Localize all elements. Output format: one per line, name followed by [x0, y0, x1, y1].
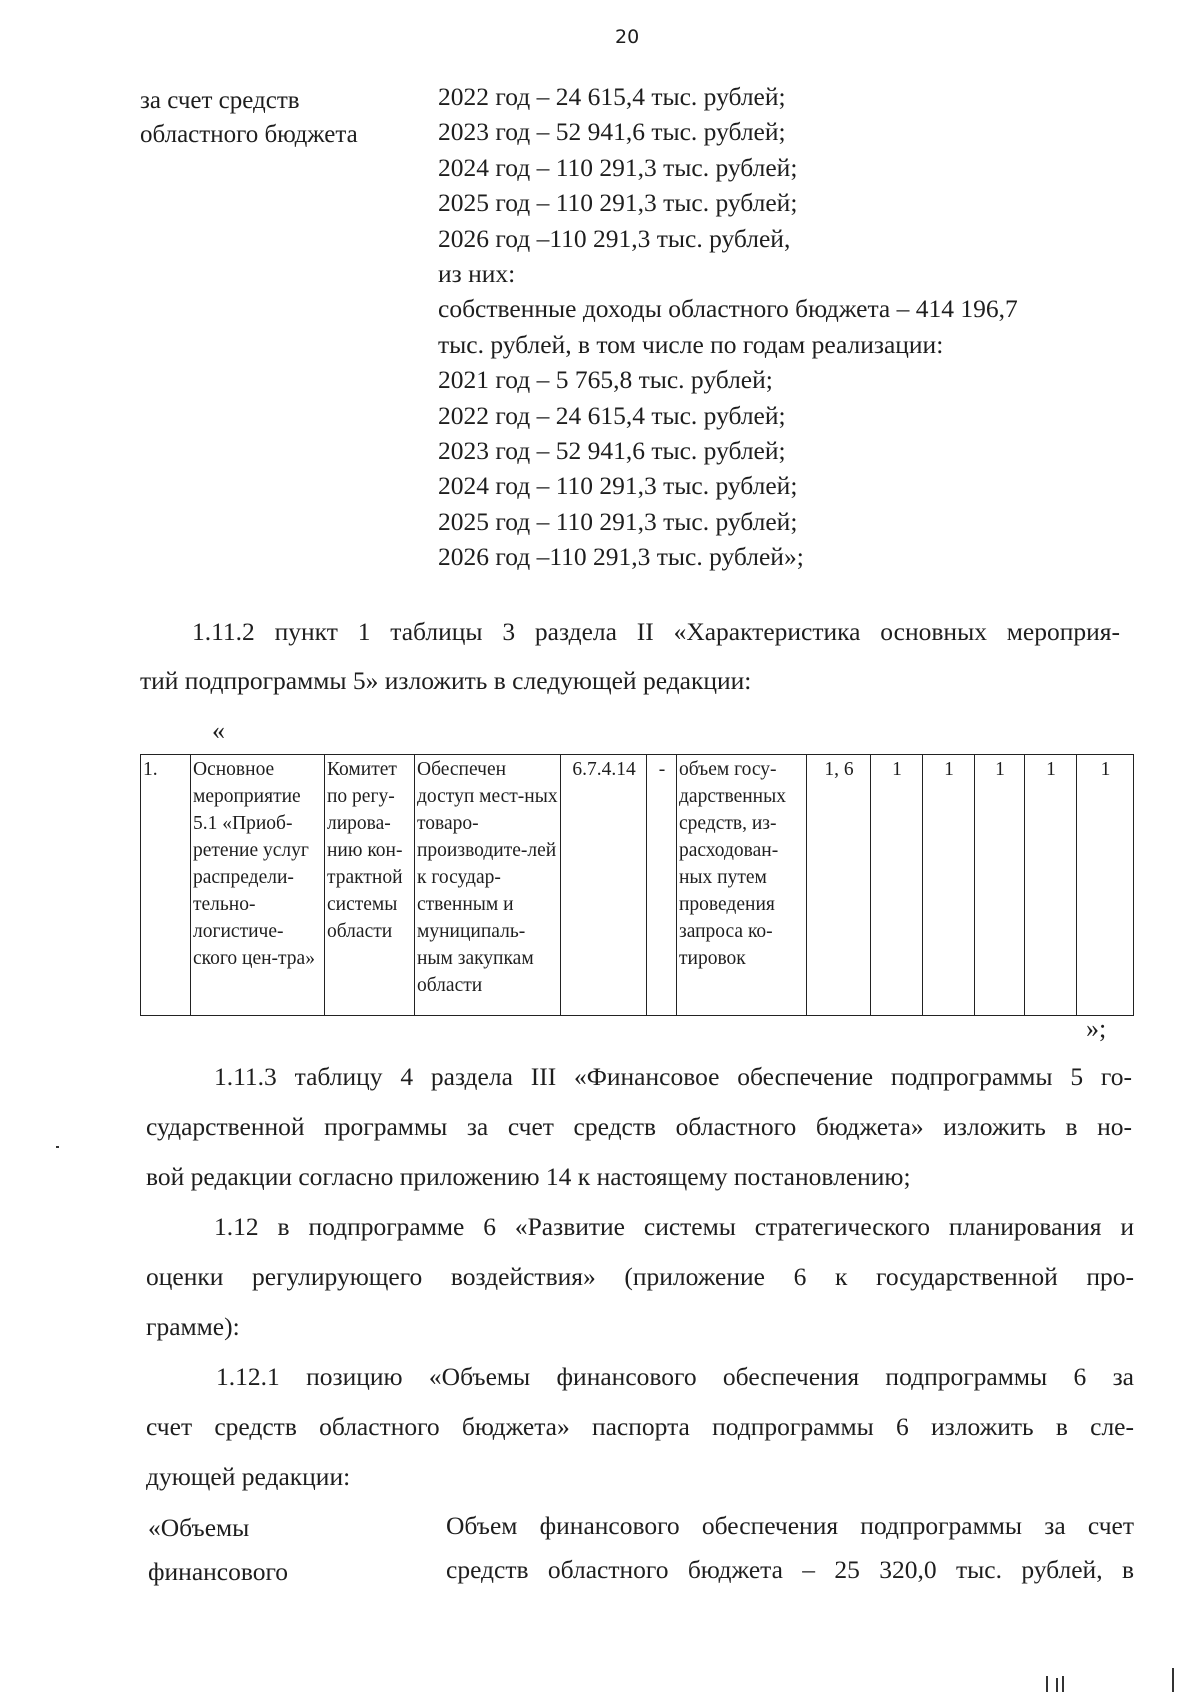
para-1-12-line2: оценки регулирующего воздействия» (приложение 6 к государственной про- [146, 1262, 1134, 1291]
funding-line: из них: [438, 259, 516, 289]
scan-mark [1172, 1668, 1174, 1692]
para-1-11-2-line1: 1.11.2 пункт 1 таблицы 3 раздела II «Характеристика основных мероприя- [192, 617, 1120, 646]
passport-text [446, 1504, 1134, 1592]
open-quote: « [212, 716, 225, 745]
scan-mark [1056, 1678, 1058, 1692]
cell-dash: - [647, 755, 677, 1016]
funding-line: 2025 год – 110 291,3 тыс. рублей; [438, 188, 798, 218]
passport-label-line: финансового [148, 1557, 289, 1586]
passport-text-line: средств областного бюджета – 25 320,0 тыс. рублей, в [446, 1555, 1134, 1584]
cell-value: 1, 6 [807, 755, 871, 1016]
funding-values [438, 79, 1018, 575]
para-1-11-2-line2: тий подпрограммы 5» изложить в следующей редакции: [140, 666, 752, 695]
para-1-12-1-line3: дующей редакции: [146, 1462, 351, 1491]
cell-value: 1 [1077, 755, 1134, 1016]
subprogram-table [140, 754, 1134, 1016]
scan-mark [1046, 1676, 1048, 1692]
funding-line: 2021 год – 5 765,8 тыс. рублей; [438, 365, 773, 395]
scan-speck [56, 1146, 59, 1148]
cell-result: Обеспечен доступ мест-ных товаро-производите-лей к государ-ственным и муниципаль-ным закупкам области [415, 755, 561, 1016]
cell-indicator: объем госу-дарственных средств, из-расходован-ных путем проведения запроса ко-тировок [677, 755, 807, 1016]
scan-mark [1062, 1676, 1064, 1692]
para-1-12-line3: грамме): [146, 1312, 240, 1341]
cell-value: 1 [923, 755, 975, 1016]
para-1-11-3-line2: сударственной программы за счет средств областного бюджета» изложить в но- [146, 1112, 1132, 1141]
para-1-11-3-line1: 1.11.3 таблицу 4 раздела III «Финансовое обеспечение подпрограммы 5 го- [214, 1062, 1132, 1091]
cell-value: 1 [1025, 755, 1077, 1016]
passport-label-line: «Объемы [148, 1513, 250, 1542]
para-1-12-line1: 1.12 в подпрограмме 6 «Развитие системы стратегического планирования и [214, 1212, 1134, 1241]
funding-line: 2024 год – 110 291,3 тыс. рублей; [438, 471, 798, 501]
para-1-12-1-line2: счет средств областного бюджета» паспорта подпрограммы 6 изложить в сле- [146, 1412, 1134, 1441]
close-quote: »; [1086, 1014, 1107, 1043]
funding-line: 2023 год – 52 941,6 тыс. рублей; [438, 436, 786, 466]
cell-code: 6.7.4.14 [561, 755, 647, 1016]
cell-executor: Комитет по регу-лирова-нию кон-трактной системы области [325, 755, 415, 1016]
funding-line: 2025 год – 110 291,3 тыс. рублей; [438, 506, 798, 536]
funding-line: собственные доходы областного бюджета – 414 196,7 [438, 294, 1018, 324]
funding-line: 2026 год –110 291,3 тыс. рублей»; [438, 542, 804, 572]
funding-line: 2022 год – 24 615,4 тыс. рублей; [438, 82, 786, 111]
funding-line: 2026 год –110 291,3 тыс. рублей, [438, 223, 791, 253]
table-row [141, 755, 1134, 1016]
funding-label [140, 84, 358, 152]
para-1-11-3-line3: вой редакции согласно приложению 14 к настоящему постановлению; [146, 1162, 911, 1191]
passport-label [148, 1506, 288, 1594]
page-number: 20 [615, 26, 640, 48]
funding-line: 2022 год – 24 615,4 тыс. рублей; [438, 400, 786, 430]
cell-event: Основное мероприятие 5.1 «Приоб-ретение услуг распредели-тельно-логистиче-ского цен-тра» [191, 755, 325, 1016]
funding-line: 2024 год – 110 291,3 тыс. рублей; [438, 152, 798, 182]
cell-value: 1 [975, 755, 1025, 1016]
funding-label-line: областного бюджета [140, 121, 358, 148]
para-1-12-1-line1: 1.12.1 позицию «Объемы финансового обеспечения подпрограммы 6 за [216, 1362, 1134, 1391]
funding-line: 2023 год – 52 941,6 тыс. рублей; [438, 117, 786, 147]
cell-value: 1 [871, 755, 923, 1016]
funding-line: тыс. рублей, в том числе по годам реализации: [438, 329, 944, 359]
funding-label-line: за счет средств [140, 87, 300, 114]
passport-text-line: Объем финансового обеспечения подпрограммы за счет [446, 1511, 1134, 1540]
cell-num: 1. [141, 755, 191, 1016]
